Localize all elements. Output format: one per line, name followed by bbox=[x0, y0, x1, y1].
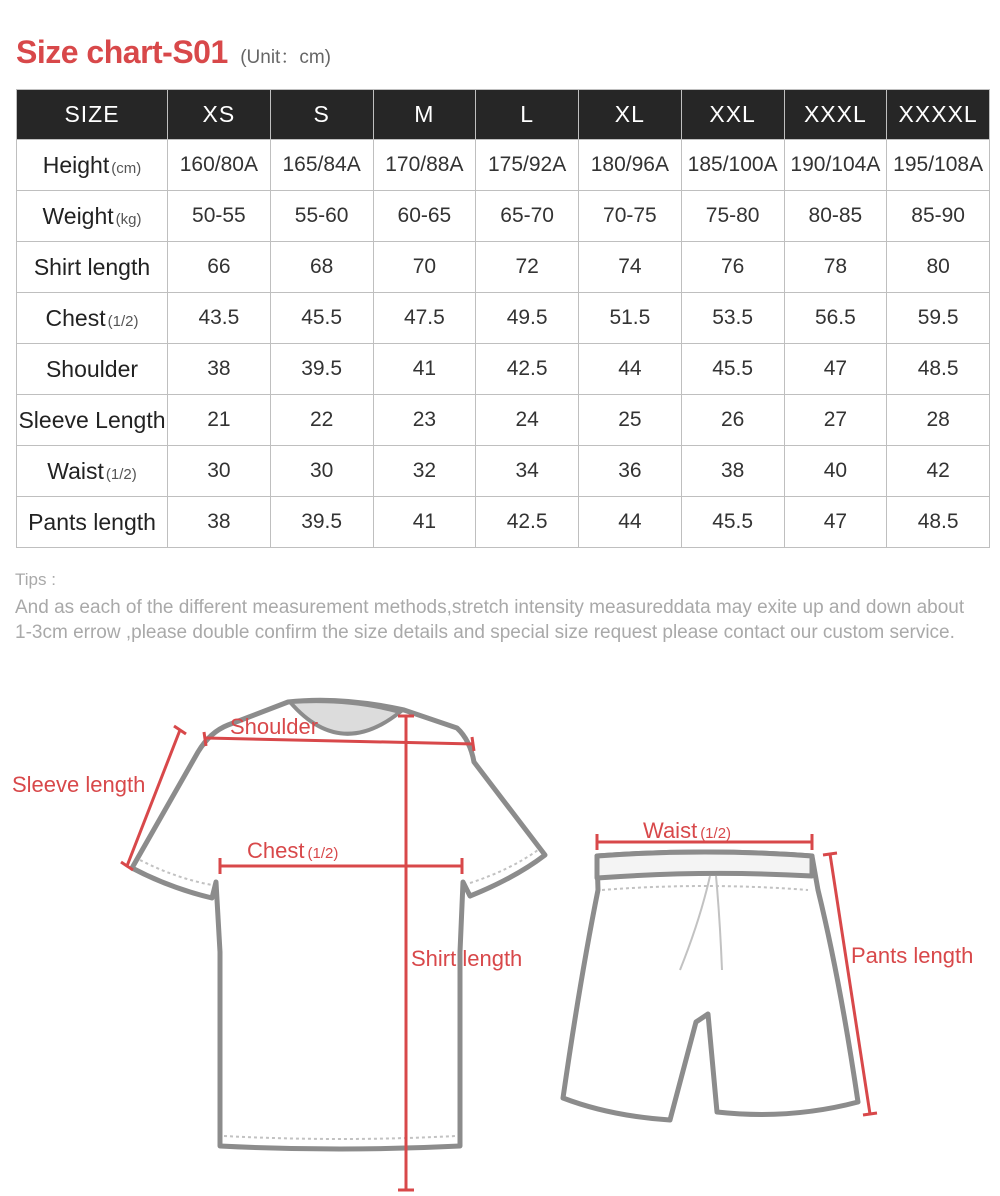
row-label bbox=[17, 242, 168, 293]
page-title bbox=[16, 34, 331, 71]
table-cell: 76 bbox=[681, 242, 784, 293]
chest-label-unit: (1/2) bbox=[307, 845, 339, 862]
table-cell: 44 bbox=[579, 497, 682, 548]
table-cell: 56.5 bbox=[784, 293, 887, 344]
garment-diagram bbox=[0, 680, 1000, 1196]
table-cell: 74 bbox=[579, 242, 682, 293]
size-header-xl: XL bbox=[579, 90, 682, 140]
size-header-l: L bbox=[476, 90, 579, 140]
table-cell: 47 bbox=[784, 344, 887, 395]
table-cell: 38 bbox=[168, 497, 271, 548]
table-cell: 36 bbox=[579, 446, 682, 497]
table-cell: 30 bbox=[168, 446, 271, 497]
table-cell: 80 bbox=[887, 242, 990, 293]
table-cell: 70-75 bbox=[579, 191, 682, 242]
size-header-xxxxl: XXXXL bbox=[887, 90, 990, 140]
table-cell: 32 bbox=[373, 446, 476, 497]
table-cell: 70 bbox=[373, 242, 476, 293]
table-cell: 170/88A bbox=[373, 140, 476, 191]
table-row bbox=[17, 446, 990, 497]
size-header-m: M bbox=[373, 90, 476, 140]
table-cell: 47 bbox=[784, 497, 887, 548]
table-cell: 75-80 bbox=[681, 191, 784, 242]
table-cell: 185/100A bbox=[681, 140, 784, 191]
table-cell: 22 bbox=[270, 395, 373, 446]
tips-heading: Tips : bbox=[15, 570, 56, 589]
tshirt-illustration bbox=[132, 700, 545, 1149]
table-cell: 66 bbox=[168, 242, 271, 293]
row-label bbox=[17, 395, 168, 446]
table-cell: 55-60 bbox=[270, 191, 373, 242]
table-row bbox=[17, 344, 990, 395]
title-text: Size chart-S01 bbox=[16, 34, 228, 70]
table-row bbox=[17, 242, 990, 293]
row-label bbox=[17, 497, 168, 548]
table-cell: 44 bbox=[579, 344, 682, 395]
table-cell: 28 bbox=[887, 395, 990, 446]
table-cell: 30 bbox=[270, 446, 373, 497]
table-cell: 48.5 bbox=[887, 344, 990, 395]
pants-length-label: Pants length bbox=[851, 943, 974, 968]
table-cell: 38 bbox=[168, 344, 271, 395]
table-cell: 85-90 bbox=[887, 191, 990, 242]
row-label-unit: (cm) bbox=[111, 159, 142, 177]
row-label bbox=[17, 293, 168, 344]
table-cell: 80-85 bbox=[784, 191, 887, 242]
sleeve-length-label: Sleeve length bbox=[12, 772, 146, 797]
size-corner-header: SIZE bbox=[17, 90, 168, 140]
table-cell: 68 bbox=[270, 242, 373, 293]
tips-body: And as each of the different measurement methods,stretch intensity measureddata may exite up and down about 1-3cm errow ,please double confirm the size details and special size request please contact our custom service. bbox=[15, 596, 965, 643]
row-label-text: Shirt length bbox=[33, 253, 151, 280]
table-cell: 160/80A bbox=[168, 140, 271, 191]
table-cell: 53.5 bbox=[681, 293, 784, 344]
table-cell: 26 bbox=[681, 395, 784, 446]
row-label-text: Sleeve Length bbox=[18, 406, 166, 433]
row-label-text: Weight bbox=[42, 202, 114, 229]
table-cell: 24 bbox=[476, 395, 579, 446]
table-cell: 42.5 bbox=[476, 497, 579, 548]
table-cell: 45.5 bbox=[681, 344, 784, 395]
shorts-illustration bbox=[563, 852, 858, 1120]
row-label-text: Shoulder bbox=[45, 355, 139, 382]
table-row bbox=[17, 497, 990, 548]
table-row bbox=[17, 395, 990, 446]
row-label bbox=[17, 344, 168, 395]
row-label bbox=[17, 446, 168, 497]
table-cell: 45.5 bbox=[270, 293, 373, 344]
title-unit: (Unit：cm) bbox=[240, 47, 331, 68]
row-label-text: Chest bbox=[45, 304, 106, 331]
row-label-text: Pants length bbox=[28, 508, 156, 535]
size-header-xxxl: XXXL bbox=[784, 90, 887, 140]
table-cell: 48.5 bbox=[887, 497, 990, 548]
table-cell: 180/96A bbox=[579, 140, 682, 191]
table-cell: 39.5 bbox=[270, 344, 373, 395]
row-label bbox=[17, 191, 168, 242]
table-cell: 49.5 bbox=[476, 293, 579, 344]
table-cell: 42.5 bbox=[476, 344, 579, 395]
table-row bbox=[17, 140, 990, 191]
row-label-text: Waist bbox=[47, 457, 104, 484]
table-cell: 78 bbox=[784, 242, 887, 293]
size-header-s: S bbox=[270, 90, 373, 140]
row-label-unit: (1/2) bbox=[105, 465, 137, 483]
shirt-length-label: Shirt length bbox=[411, 946, 523, 971]
table-cell: 41 bbox=[373, 344, 476, 395]
table-cell: 21 bbox=[168, 395, 271, 446]
size-table-body bbox=[17, 140, 990, 548]
table-cell: 42 bbox=[887, 446, 990, 497]
row-label-unit: (kg) bbox=[115, 210, 142, 228]
row-label bbox=[17, 140, 168, 191]
row-label-text: Height bbox=[42, 151, 110, 178]
table-cell: 25 bbox=[579, 395, 682, 446]
table-cell: 59.5 bbox=[887, 293, 990, 344]
waist-label-unit: (1/2) bbox=[700, 825, 732, 842]
row-label-unit: (1/2) bbox=[107, 312, 139, 330]
table-cell: 60-65 bbox=[373, 191, 476, 242]
table-cell: 39.5 bbox=[270, 497, 373, 548]
size-header-xs: XS bbox=[168, 90, 271, 140]
size-table bbox=[16, 89, 990, 548]
table-cell: 165/84A bbox=[270, 140, 373, 191]
table-cell: 43.5 bbox=[168, 293, 271, 344]
chest-label bbox=[247, 838, 338, 864]
table-cell: 50-55 bbox=[168, 191, 271, 242]
tips bbox=[15, 567, 975, 646]
table-cell: 72 bbox=[476, 242, 579, 293]
table-cell: 27 bbox=[784, 395, 887, 446]
table-cell: 51.5 bbox=[579, 293, 682, 344]
table-row bbox=[17, 293, 990, 344]
table-cell: 41 bbox=[373, 497, 476, 548]
table-cell: 65-70 bbox=[476, 191, 579, 242]
table-cell: 47.5 bbox=[373, 293, 476, 344]
shoulder-label: Shoulder bbox=[230, 714, 319, 739]
size-header-row bbox=[17, 90, 990, 140]
table-cell: 23 bbox=[373, 395, 476, 446]
table-row bbox=[17, 191, 990, 242]
table-cell: 34 bbox=[476, 446, 579, 497]
table-cell: 175/92A bbox=[476, 140, 579, 191]
table-cell: 45.5 bbox=[681, 497, 784, 548]
table-cell: 195/108A bbox=[887, 140, 990, 191]
size-header-xxl: XXL bbox=[681, 90, 784, 140]
waist-label bbox=[643, 818, 731, 844]
table-cell: 38 bbox=[681, 446, 784, 497]
table-cell: 190/104A bbox=[784, 140, 887, 191]
chest-label-text: Chest bbox=[247, 838, 305, 863]
table-cell: 40 bbox=[784, 446, 887, 497]
waist-label-text: Waist bbox=[643, 818, 698, 843]
